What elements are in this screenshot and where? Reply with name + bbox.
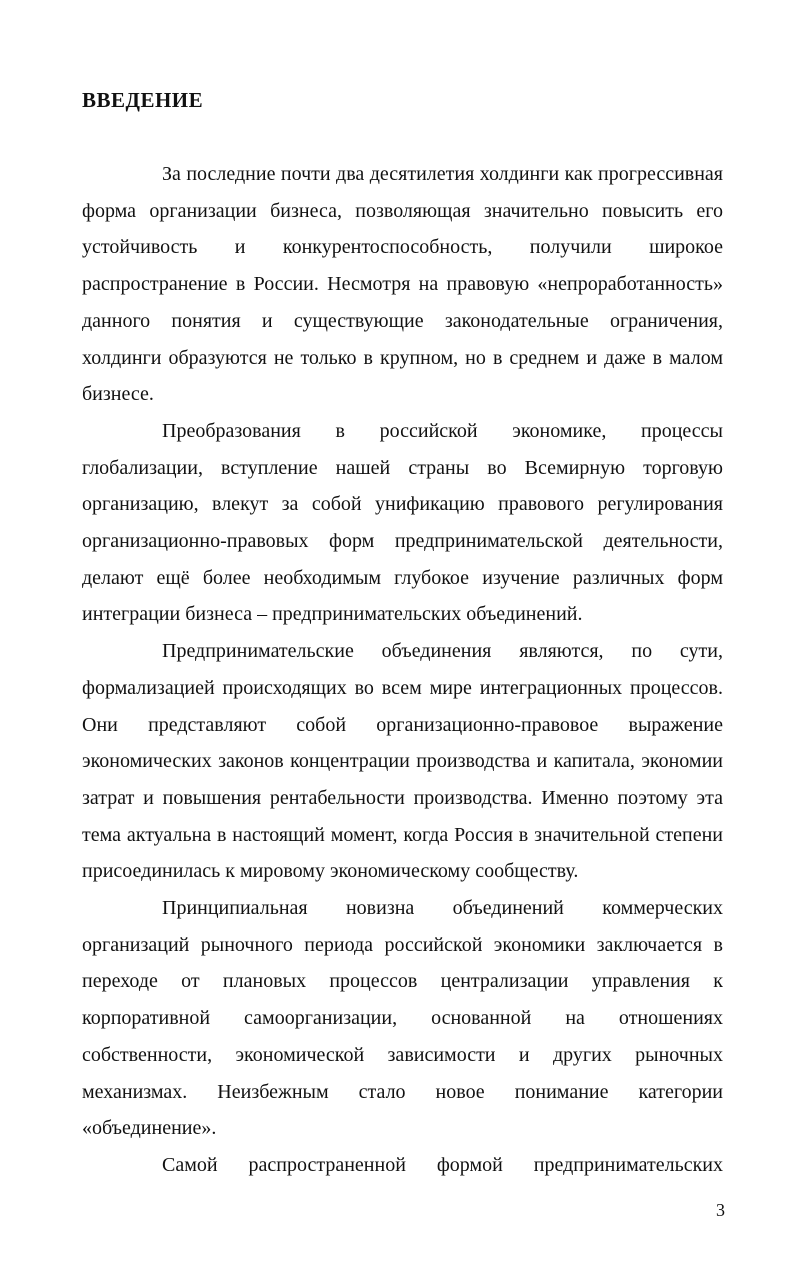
paragraph-3: Предпринимательские объединения являются, по сути, формализацией происходящих во всем мире интеграционных процессов. Они представляют собой организационно-правовое выражение экономических законов концентрации производства и капитала, экономии затрат и повышения рентабельности производства. Именно поэтому эта тема актуальна в настоящий момент, когда Россия в значительной степени присоединилась к мировому экономическому сообществу. — [82, 640, 723, 883]
paragraph-1: За последние почти два десятилетия холдинги как прогрессивная форма организации бизнеса, позволяющая значительно повысить его устойчивость и конкурентоспособность, получили широкое распространение в России. Несмотря на правовую «непроработанность» данного понятия и существующие законодательные ограничения, холдинги образуются не только в крупном, но в среднем и даже в малом бизнесе. — [82, 163, 723, 406]
paragraph-4: Принципиальная новизна объединений коммерческих организаций рыночного периода российской экономики заключается в переходе от плановых процессов централизации управления к корпоративной самоорганизации, основанной на отношениях собственности, экономической зависимости и других рыночных механизмах. Неизбежным стало новое понимание категории «объединение». — [82, 897, 723, 1140]
body-text — [82, 156, 723, 1184]
paragraph-5: Самой распространенной формой предпринимательских — [162, 1153, 723, 1176]
page-number: 3 — [716, 1200, 725, 1220]
section-heading: ВВЕДЕНИЕ — [82, 88, 204, 112]
paragraph-2: Преобразования в российской экономике, процессы глобализации, вступление нашей страны во Всемирную торговую организацию, влекут за собой унификацию правового регулирования организационно-правовых форм предпринимательской деятельности, делают ещё более необходимым глубокое изучение различных форм интеграции бизнеса – предпринимательских объединений. — [82, 419, 723, 626]
